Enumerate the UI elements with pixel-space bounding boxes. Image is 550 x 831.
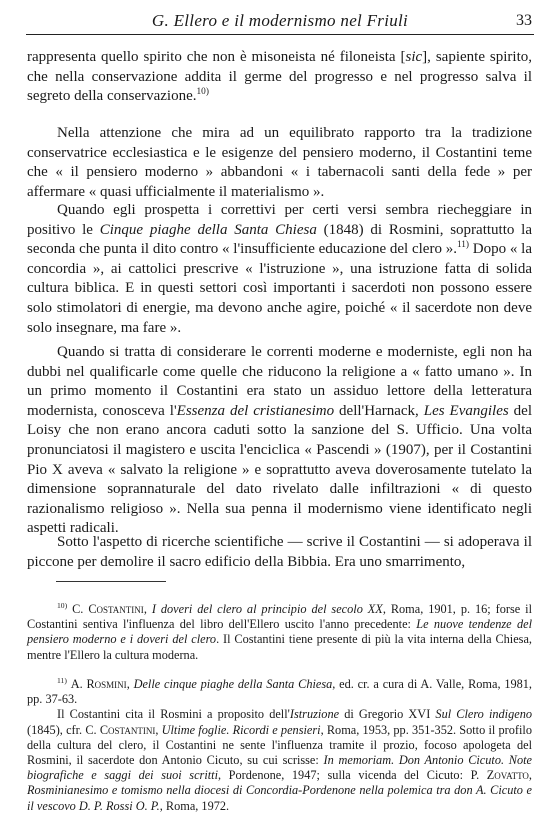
text-run: , ed. cr. a cura di A. Valle, Roma, 1981, pp. 37-63. [27, 677, 532, 707]
text-run: , [126, 677, 134, 691]
paragraph: Nella attenzione che mira ad un equilibrato rapporto tra la tradizione conservatrice ecclesiastica e le esigenze del pensiero moderno, il Costantini teme che « il pensiero moderno » abbandoni « i tabernacoli santi della fede » per affermare « quasi ufficialmente il materialismo ». [27, 125, 532, 200]
italic-run: Delle cinque piaghe della Santa Chiesa [133, 677, 333, 691]
paragraph [27, 48, 532, 107]
footnote-ref: 10) [196, 87, 209, 98]
page-number: 33 [516, 12, 532, 29]
running-title: G. Ellero e il modernismo nel Friuli [151, 11, 409, 30]
text-run: , Roma, 1953, pp. 351-352. Sotto il profilo della cultura del clero, il Costantini ne sente l'influenza tramite il prozio, focoso apologeta del Rosmini, il sacerdote don Antonio Cicuto, su cui scrisse: [27, 722, 532, 768]
paragraph [27, 201, 532, 338]
text-run: , [155, 722, 162, 737]
paragraph-continued [27, 48, 532, 107]
author-name: A. Rosmini [70, 677, 127, 691]
italic-run: sic [405, 49, 423, 65]
footnote-number: 11) [57, 675, 67, 685]
paragraph-block [27, 201, 532, 338]
italic-run: Les Evangiles [423, 402, 509, 419]
footnote-10 [27, 602, 532, 663]
text-run: dell'Harnack, [334, 402, 424, 419]
author-name: C. Costantini [72, 602, 144, 616]
italic-run: Le nuove tendenze del pensiero moderno e i doveri del clero [27, 617, 532, 647]
author-name: P. Zovatto [470, 768, 529, 783]
paragraph: Sotto l'aspetto di ricerche scientifiche — scrive il Costantini — si adoperava il piccone per demolire il sacro edificio della Bibbia. Era uno smarrimento, [27, 534, 532, 570]
text-run: , Pordenone, 1947; sulla vicenda del Cicuto: [217, 768, 471, 783]
text-run: Dopo « la concordia », ai cattolici prescrive « l'istruzione », una istruzione fatta di solida cultura biblica. E in questi settori così importanti i sacerdoti non possono essere solo stimolatori di energie, ma devono anche agire, poiché « il sacerdote non deve solo insegnare, ma fare ». [27, 241, 532, 336]
text-run: Quando si tratta di considerare le correnti moderne e moderniste, egli non ha dubbi nel qualificarle come quelle che riducono la religione a « fatto umano ». In un primo momento il Costantini era stato un assiduo lettore della letteratura modernista, conosceva l' [27, 344, 532, 419]
author-name: C. Costantini [85, 722, 156, 737]
footnote-11 [27, 677, 532, 814]
italic-run: Ultime foglie. Ricordi e pensieri [161, 722, 321, 737]
italic-run: Istruzione [289, 707, 340, 722]
text-run: ], sapiente spirito, che nella conservazione addita il germe del progresso e nel progresso salva il segreto della conservazione. [27, 49, 533, 105]
footnote [27, 677, 532, 707]
text-run: del Loisy che non erano ancora caduti sotto la sanzione del S. Ufficio. Una volta pronunciatosi il magistero e uscita l'enciclica « Pascendi » (1907), per il Costantini Pio X aveva « salvato la religione » e soprattutto aveva doverosamente tutelato la dimensione soprannaturale del dato rivelato dalle infiltrazioni « di questo razionalismo religioso ». Nella sua penna il modernismo viene identificato negli aspetti radicali. [27, 402, 532, 537]
italic-run: In memoriam. Don Antonio Cicuto. Note biografiche e saggi dei suoi scritti [27, 753, 532, 783]
paragraph-block [27, 343, 532, 539]
footnote-continuation [27, 707, 532, 813]
text-run: di Gregorio XVI [339, 707, 436, 722]
text-run: Quando egli prospetta i correttivi per certi versi sembra riecheggiare in positivo le [27, 202, 532, 238]
text-run: , [143, 602, 152, 616]
footnote-number: 10) [57, 600, 68, 610]
footnote-divider [56, 581, 166, 582]
text-run: Il Costantini cita il Rosmini a proposito dell' [57, 707, 290, 722]
text-run: , [528, 768, 532, 783]
italic-run: Rosminianesimo e tomismo nella diocesi di Concordia-Pordenone nella polemica tra don A. Cicuto e il vescovo D. P. Rossi O. P. [27, 783, 532, 813]
text-run: (1845), cfr. [27, 722, 86, 737]
text-run: . Il Costantini tiene presente di più la vita interna della Chiesa, mentre l'Ellero la cultura moderna. [27, 632, 532, 662]
italic-run: Sul Clero indigeno [435, 707, 532, 722]
italic-run: Cinque piaghe della Santa Chiesa [99, 221, 317, 238]
running-header [26, 8, 534, 35]
italic-run: Essenza del cristianesimo [176, 402, 335, 419]
paragraph-block [27, 533, 532, 572]
paragraph-block [27, 124, 532, 202]
paragraph [27, 343, 532, 539]
text-run: (1848) di Rosmini, soprattutto la seconda che punta il dito contro « l'insufficiente educazione del clero ». [27, 221, 532, 258]
footnote-ref: 11) [456, 240, 470, 251]
text-run: , Roma, 1972. [159, 798, 230, 813]
italic-run: I doveri del clero al principio del secolo XX [151, 602, 383, 616]
footnote [27, 602, 532, 663]
text-run: rappresenta quello spirito che non è misoneista né filoneista [ [27, 49, 406, 65]
text-run: , Roma, 1901, p. 16; forse il Costantini sentiva l'influenza del libro dell'Ellero uscito l'anno precedente: [27, 602, 532, 632]
